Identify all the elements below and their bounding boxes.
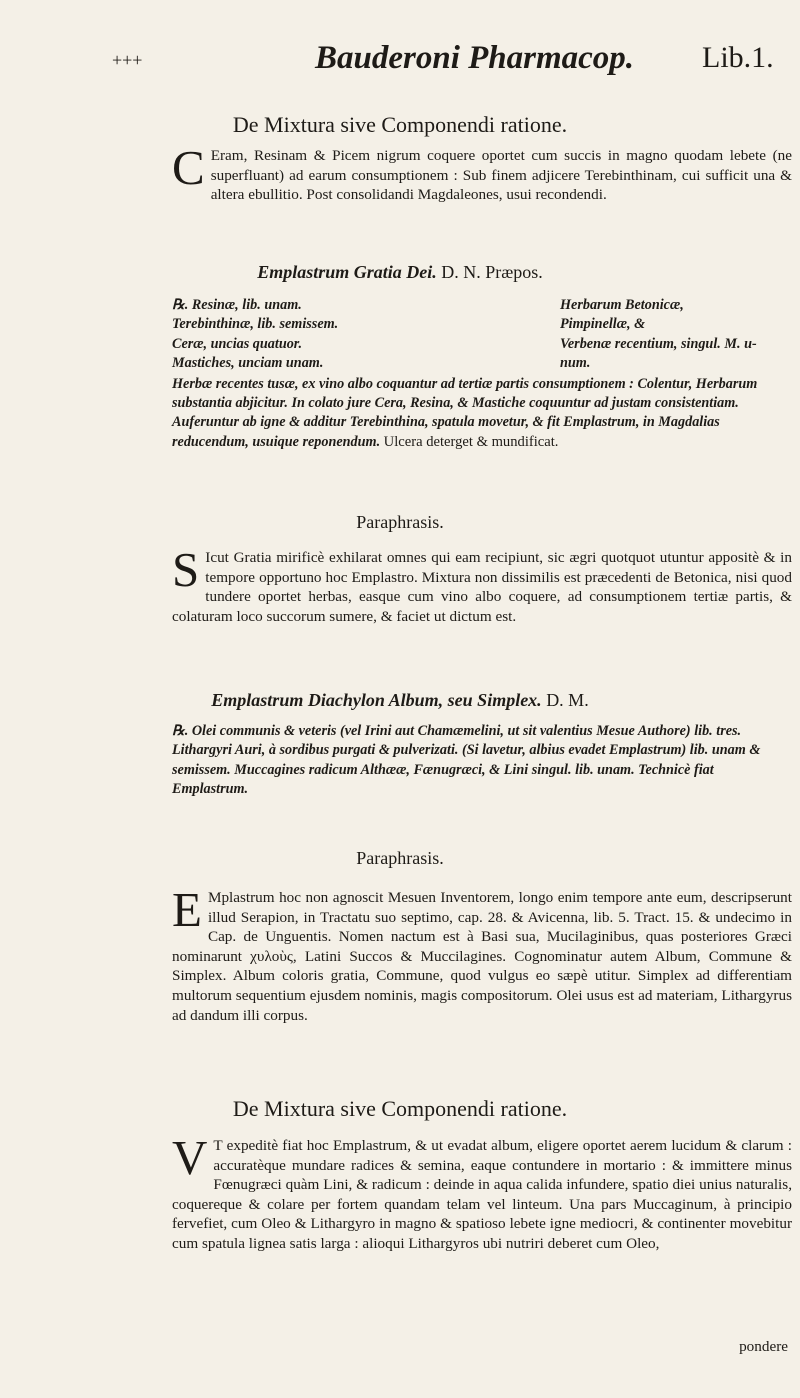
recipe1-body: Herbæ recentes tusæ, ex vino albo coquantur ad tertiæ partis consumptionem : Colentur, Herbarum substantia abjicitur. In colato jure Cera, Resina, & Mastiche coquuntur ad justam consistentiam. Auferuntur ab igne & additur Terebinthina, spatula movetur, & fit Emplastrum, in Magdalias reducendum, usuique reponendum. xyxy=(172,375,758,450)
section1-paragraph xyxy=(172,140,792,205)
recipe2-body: ℞. Olei communis & veteris (vel Irini aut Chamæmelini, ut sit valentius Mesue Authore) lib. tres. Lithargyri Auri, à sordibus purgati & pulverizati. (Si lavetur, albius evadet Emplastrum) lib. unam & semissem. Muccagines radicum Althææ, Fænugræci, & Lini singul. lib. unam. Technicè fiat Emplastrum. xyxy=(172,723,761,798)
recipe2-title xyxy=(0,690,800,711)
catchword: pondere xyxy=(739,1338,788,1355)
ingredient: Pimpinellæ, & xyxy=(560,316,646,333)
ingredient: ℞. Resinæ, lib. unam. xyxy=(172,297,302,313)
ingredient: Mastiches, unciam unam. xyxy=(172,355,324,372)
book-number: Lib.1. xyxy=(702,41,774,74)
recipe1-body-tail: Ulcera deterget & mundificat. xyxy=(383,433,559,450)
paraphrasis1-paragraph xyxy=(172,542,792,626)
section2-text: T expeditè fiat hoc Emplastrum, & ut evadat album, eligere oportet aerem lucidum & clarum : accuratèque mundare radices & semina, eaque contundere in mortario : & immittere minus Fœnugræci quàm Lini, & radicum : deinde in aqua calida infundere, spatio diei unius naturalis, coquereque & colare per fortem quandam telam vel linteum. Una pars Muccaginum, à principio fervefiet, cum Oleo & Lithargyro in magno & spatioso lebete igne mediocri, & continenter movebitur cum spatula lignea satis larga : alioqui Lithargyros ubi nutriri deberet cum Oleo, xyxy=(172,1137,792,1252)
recipe1-title-suffix: D. N. Præpos. xyxy=(441,262,543,282)
recipe2-title-suffix: D. M. xyxy=(546,690,589,710)
recipe1-title xyxy=(0,262,800,283)
running-header xyxy=(0,38,800,88)
recipe2-title-italic: Emplastrum Diachylon Album, seu Simplex. xyxy=(211,690,542,710)
paraphrasis2-heading: Paraphrasis. xyxy=(356,848,444,868)
recipe1-title-italic: Emplastrum Gratia Dei. xyxy=(257,262,437,282)
ingredient: Ceræ, uncias quatuor. xyxy=(172,335,303,352)
running-title: Bauderoni Pharmacop. xyxy=(315,40,635,76)
ingredient: num. xyxy=(560,355,591,372)
dropcap: S xyxy=(172,542,200,597)
recipe1-instructions xyxy=(172,375,792,453)
dropcap: V xyxy=(172,1130,208,1185)
section-heading-mixtura-2: De Mixtura sive Componendi ratione. xyxy=(232,1096,568,1121)
paraphrasis1-heading: Paraphrasis. xyxy=(356,512,444,532)
ingredient: Herbarum Betonicæ, xyxy=(560,297,684,313)
ingredient: Verbenæ recentium, singul. M. u- xyxy=(560,335,757,352)
section-heading-mixtura-1: De Mixtura sive Componendi ratione. xyxy=(232,112,568,137)
paraphrasis1-text: Icut Gratia mirificè exhilarat omnes qui eam recipiunt, sic ægri quotquot utuntur appositè & in tempore opportuno hoc Emplastro. Mixtura non dissimilis est præcedenti de Betonica, nisi quod tundere oportet herbas, easque cum vino albo coquere, ad consumptionem tertiæ partis, & colaturam loco succorum sumere, & faciet ut dictum est. xyxy=(172,549,792,625)
dropcap: C xyxy=(172,140,205,195)
paraphrasis2-text: Mplastrum hoc non agnoscit Mesuen Inventorem, longo enim tempore ante eum, descripserunt illud Serapion, in Tractatu suo septimo, cap. 28. & Avicenna, lib. 5. Tract. 15. & undecimo in Cap. de Unguentis. Nomen nactum est à Basi sua, Mucilaginibus, quas posteriores Græci nominarunt χυλοὺς, Latini Succos & Muccilagines. Cognominatur autem Album, Commune & Simplex. Album coloris gratia, Commune, quod vulgus eo sæpè utitur. Simplex ad differentiam multorum sequentium ejusdem nominis, magis compositorum. Olei usus est ad materiam, Lithargyrus ad dandum illi corpus. xyxy=(172,889,792,1024)
page-mark: +++ xyxy=(112,50,143,70)
paraphrasis2-paragraph xyxy=(172,882,792,1025)
recipe1-right-column xyxy=(482,296,792,374)
section1-text: Eram, Resinam & Picem nigrum coquere oportet cum succis in magno quodam lebete (ne superfluant) ad earum consumptionem : Sub finem adjicere Terebinthinam, cui sufficit una & altera ebullitio. Post consolidandi Magdaleones, usui recondendi. xyxy=(210,147,792,204)
ingredient: Terebinthinæ, lib. semissem. xyxy=(172,316,339,333)
recipe1-ingredients xyxy=(172,296,792,452)
section2-paragraph xyxy=(172,1130,792,1254)
recipe1-left-column xyxy=(172,296,482,374)
dropcap: E xyxy=(172,882,202,937)
